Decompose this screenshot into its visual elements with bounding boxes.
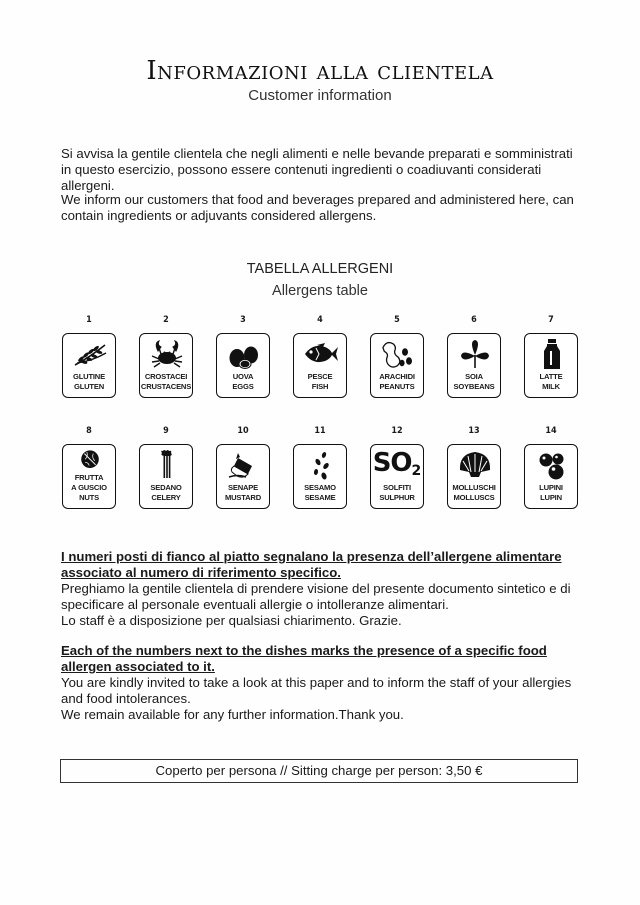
peanut-icon [380,339,416,369]
so2-icon: SO2 [372,448,422,479]
lupin-beans-icon [534,450,570,480]
allergen-number: 4 [317,315,323,325]
mustard-bottle-icon [226,450,262,480]
crab-icon [149,339,185,369]
allergen-box [139,333,193,398]
allergen-card-celery [137,425,195,509]
eggs-icon [226,339,262,369]
notice-english-heading: Each of the numbers next to the dishes marks the presence of a specific food allergen associated to it. [61,643,547,674]
allergen-card-peanuts [368,314,426,398]
notice-italian-staff: Lo staff è a disposizione per qualsiasi chiarimento. Grazie. [61,613,402,628]
allergen-box [370,333,424,398]
allergen-number: 12 [391,426,403,436]
allergen-box [216,333,270,398]
allergens-table-subtitle: Allergens table [272,283,368,299]
allergen-label: LUPINI LUPIN [539,483,563,502]
notice-english-body: You are kindly invited to take a look at this paper and to inform the staff of your allergies and food intolerances. [61,675,572,706]
allergen-card-fish [291,314,349,398]
allergen-label: LATTE MILK [539,372,563,391]
allergen-number: 1 [86,315,92,325]
allergen-number: 5 [394,315,400,325]
page-title: Informazioni alla clientela [146,56,494,86]
allergen-label: SEDANO CELERY [150,483,182,502]
allergen-card-milk [522,314,580,398]
cover-charge: Coperto per persona // Sitting charge per person: 3,50 € [60,759,578,783]
milk-bottle-icon [534,339,570,369]
intro-italian: Si avvisa la gentile clientela che negli alimenti e nelle bevande preparati e somministrati in questo esercizio, possono essere contenuti ingredienti o coadiuvanti considerati allergeni. [61,146,573,193]
allergen-card-mustard [214,425,272,509]
allergen-card-eggs [214,314,272,398]
allergen-box [524,333,578,398]
allergen-number: 14 [545,426,557,436]
allergen-label: MOLLUSCHI MOLLUSCS [452,483,496,502]
allergen-box [293,333,347,398]
allergen-box [139,444,193,509]
allergen-card-gluten [60,314,118,398]
allergen-box [293,444,347,509]
allergen-label: SESAMO SESAME [304,483,336,502]
allergen-number: 3 [240,315,246,325]
allergen-number: 11 [314,426,326,436]
allergen-box [524,444,578,509]
allergen-label: CROSTACEI CRUSTACENS [140,372,192,391]
notice-english [61,643,581,723]
allergen-label: PESCE FISH [307,372,333,391]
allergen-card-nuts [60,425,118,509]
allergen-label: SOIA SOYBEANS [453,372,495,391]
page-subtitle: Customer information [248,87,392,104]
allergen-card-sulphur [368,425,426,509]
allergen-number: 10 [237,426,249,436]
allergen-label: FRUTTA A GUSCIO NUTS [71,473,107,502]
notice-italian-heading: I numeri posti di fianco al piatto segnalano la presenza dell’allergene alimentare associato al numero di riferimento specifico. [61,549,562,580]
walnut-icon [72,448,108,472]
intro-english: We inform our customers that food and beverages prepared and administered here, can contain ingredients or adjuvants considered allergens. [61,192,574,223]
allergen-number: 13 [468,426,480,436]
notice-italian-body: Preghiamo la gentile clientela di prendere visione del presente documento sintetico e di specificare al personale eventuali allergie o intolleranze alimentari. [61,581,571,612]
allergen-label: SOLFITI SULPHUR [379,483,415,502]
soy-leaf-icon [457,339,493,369]
allergen-card-lupin [522,425,580,509]
fish-icon [303,339,339,369]
wheat-icon [72,339,108,369]
allergen-label: GLUTINE GLUTEN [73,372,105,391]
allergen-card-soybeans [445,314,503,398]
allergen-number: 6 [471,315,477,325]
sesame-seeds-icon [303,450,339,480]
shell-icon [455,450,495,480]
celery-icon [149,448,185,482]
allergen-card-molluscs [445,425,503,509]
allergens-table-title: TABELLA ALLERGENI [246,261,394,277]
allergen-number: 8 [86,426,92,436]
allergen-label: SENAPE MUSTARD [224,483,261,502]
allergen-box [62,444,116,509]
allergen-box [447,444,501,509]
allergen-number: 9 [163,426,169,436]
notice-english-staff: We remain available for any further information.Thank you. [61,707,404,722]
allergen-box [62,333,116,398]
allergen-card-sesame [291,425,349,509]
allergen-card-crustaceans [137,314,195,398]
allergen-box [216,444,270,509]
allergen-number: 2 [163,315,169,325]
allergen-label: UOVA EGGS [232,372,254,391]
allergen-number: 7 [548,315,554,325]
allergen-label: ARACHIDI PEANUTS [379,372,415,391]
allergen-box [370,444,424,509]
notice-italian [61,549,581,629]
allergen-box [447,333,501,398]
